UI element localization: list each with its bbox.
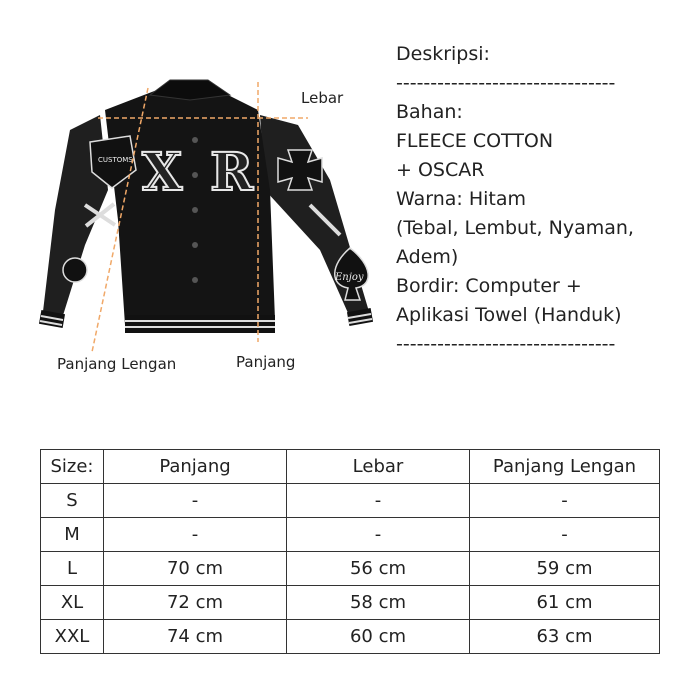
lebar-label: Lebar <box>301 89 344 107</box>
cell-panjang: 72 cm <box>104 586 287 620</box>
jacket-image <box>30 70 390 380</box>
size-table <box>40 449 660 654</box>
table-row <box>41 518 660 552</box>
cell-panjang-lengan: 63 cm <box>470 620 660 654</box>
separator-top: -------------------------------- <box>396 72 616 94</box>
cell-panjang-lengan: 59 cm <box>470 552 660 586</box>
description-line: Warna: Hitam <box>396 188 526 210</box>
cell-panjang-lengan: - <box>470 484 660 518</box>
jacket-illustration <box>30 70 390 380</box>
cell-lebar: 60 cm <box>287 620 470 654</box>
jacket-collar <box>150 80 230 100</box>
cell-panjang: 74 cm <box>104 620 287 654</box>
header-panjang-lengan: Panjang Lengan <box>470 450 660 484</box>
header-size: Size: <box>41 450 104 484</box>
header-panjang: Panjang <box>104 450 287 484</box>
cell-lebar: 58 cm <box>287 586 470 620</box>
description-line: Bahan: <box>396 101 463 123</box>
table-row <box>41 620 660 654</box>
panjang-label: Panjang <box>236 353 296 371</box>
cell-panjang-lengan: - <box>470 518 660 552</box>
table-header-row <box>41 450 660 484</box>
bottom-rib <box>125 315 275 333</box>
description-line: + OSCAR <box>396 159 485 181</box>
cell-size: M <box>41 518 104 552</box>
cell-size: XXL <box>41 620 104 654</box>
panjang-lengan-label: Panjang Lengan <box>57 355 177 373</box>
cell-panjang: 70 cm <box>104 552 287 586</box>
customs-patch-text: CUSTOMS <box>98 156 133 164</box>
cell-size: S <box>41 484 104 518</box>
cell-panjang: - <box>104 518 287 552</box>
cell-size: L <box>41 552 104 586</box>
table-row <box>41 586 660 620</box>
description-line: Adem) <box>396 246 459 268</box>
separator-bottom: -------------------------------- <box>396 333 616 355</box>
cell-lebar: - <box>287 518 470 552</box>
description-block <box>396 40 686 359</box>
cell-lebar: - <box>287 484 470 518</box>
letter-x: X <box>142 142 183 203</box>
cell-panjang: - <box>104 484 287 518</box>
letter-r: R <box>210 142 254 203</box>
description-line: FLEECE COTTON <box>396 130 554 152</box>
cell-lebar: 56 cm <box>287 552 470 586</box>
description-line: Bordir: Computer + <box>396 275 582 297</box>
enjoy-patch-text: Enjoy <box>335 272 364 283</box>
table-row <box>41 552 660 586</box>
cell-panjang-lengan: 61 cm <box>470 586 660 620</box>
cell-size: XL <box>41 586 104 620</box>
jacket-body <box>105 85 275 325</box>
description-line: (Tebal, Lembut, Nyaman, <box>396 217 634 239</box>
description-heading: Deskripsi: <box>396 43 490 65</box>
wheel-patch <box>63 258 87 282</box>
table-row <box>41 484 660 518</box>
header-lebar: Lebar <box>287 450 470 484</box>
description-line: Aplikasi Towel (Handuk) <box>396 304 622 326</box>
